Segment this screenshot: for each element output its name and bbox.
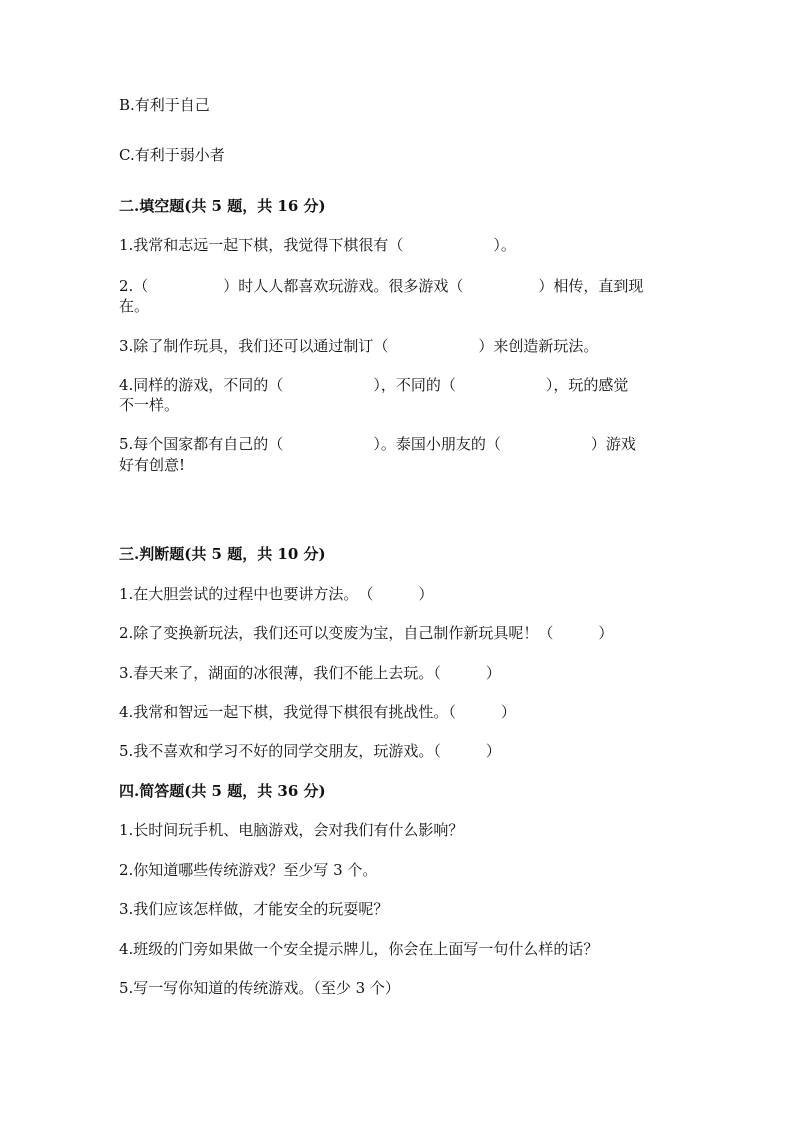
judge-question-2: 2.除了变换新玩法，我们还可以变废为宝，自己制作新玩具呢！（ ） xyxy=(119,624,614,642)
judge-question-4: 4.我常和智远一起下棋，我觉得下棋很有挑战性。（ ） xyxy=(119,703,516,721)
fill-question-4-line2: 不一样。 xyxy=(119,396,180,414)
section3-heading: 三.判断题(共 5 题，共 10 分) xyxy=(119,545,326,563)
fill-question-1: 1.我常和志远一起下棋，我觉得下棋很有（ ）。 xyxy=(119,236,516,254)
judge-question-5: 5.我不喜欢和学习不好的同学交朋友，玩游戏。（ ） xyxy=(119,742,501,760)
fill-question-5-line2: 好有创意! xyxy=(119,456,186,474)
fill-question-5-line1: 5.每个国家都有自己的（ ）。泰国小朋友的（ ）游戏 xyxy=(119,435,636,453)
judge-question-1: 1.在大胆尝试的过程中也要讲方法。 （ ） xyxy=(119,585,434,603)
fill-question-2-line2: 在。 xyxy=(119,297,150,315)
section2-heading: 二.填空题(共 5 题，共 16 分) xyxy=(119,197,326,215)
short-question-4: 4.班级的门旁如果做一个安全提示牌儿，你会在上面写一句什么样的话？ xyxy=(119,940,599,958)
section4-heading: 四.简答题(共 5 题，共 36 分) xyxy=(119,782,326,800)
fill-question-4-line1: 4.同样的游戏，不同的（ ），不同的（ ），玩的感觉 xyxy=(119,376,629,394)
fill-question-2-line1: 2.（ ）时人人都喜欢玩游戏。很多游戏（ ）相传，直到现 xyxy=(119,277,644,295)
option-b: B.有利于自己 xyxy=(119,96,210,114)
short-question-1: 1.长时间玩手机、电脑游戏，会对我们有什么影响？ xyxy=(119,821,464,839)
short-question-2: 2.你知道哪些传统游戏？至少写 3 个。 xyxy=(119,861,378,879)
judge-question-3: 3.春天来了，湖面的冰很薄，我们不能上去玩。（ ） xyxy=(119,664,501,682)
option-c: C.有利于弱小者 xyxy=(119,146,225,164)
fill-question-3: 3.除了制作玩具，我们还可以通过制订（ ）来创造新玩法。 xyxy=(119,337,599,355)
short-question-5: 5.写一写你知道的传统游戏。（至少 3 个） xyxy=(119,979,400,997)
short-question-3: 3.我们应该怎样做，才能安全的玩耍呢？ xyxy=(119,900,389,918)
